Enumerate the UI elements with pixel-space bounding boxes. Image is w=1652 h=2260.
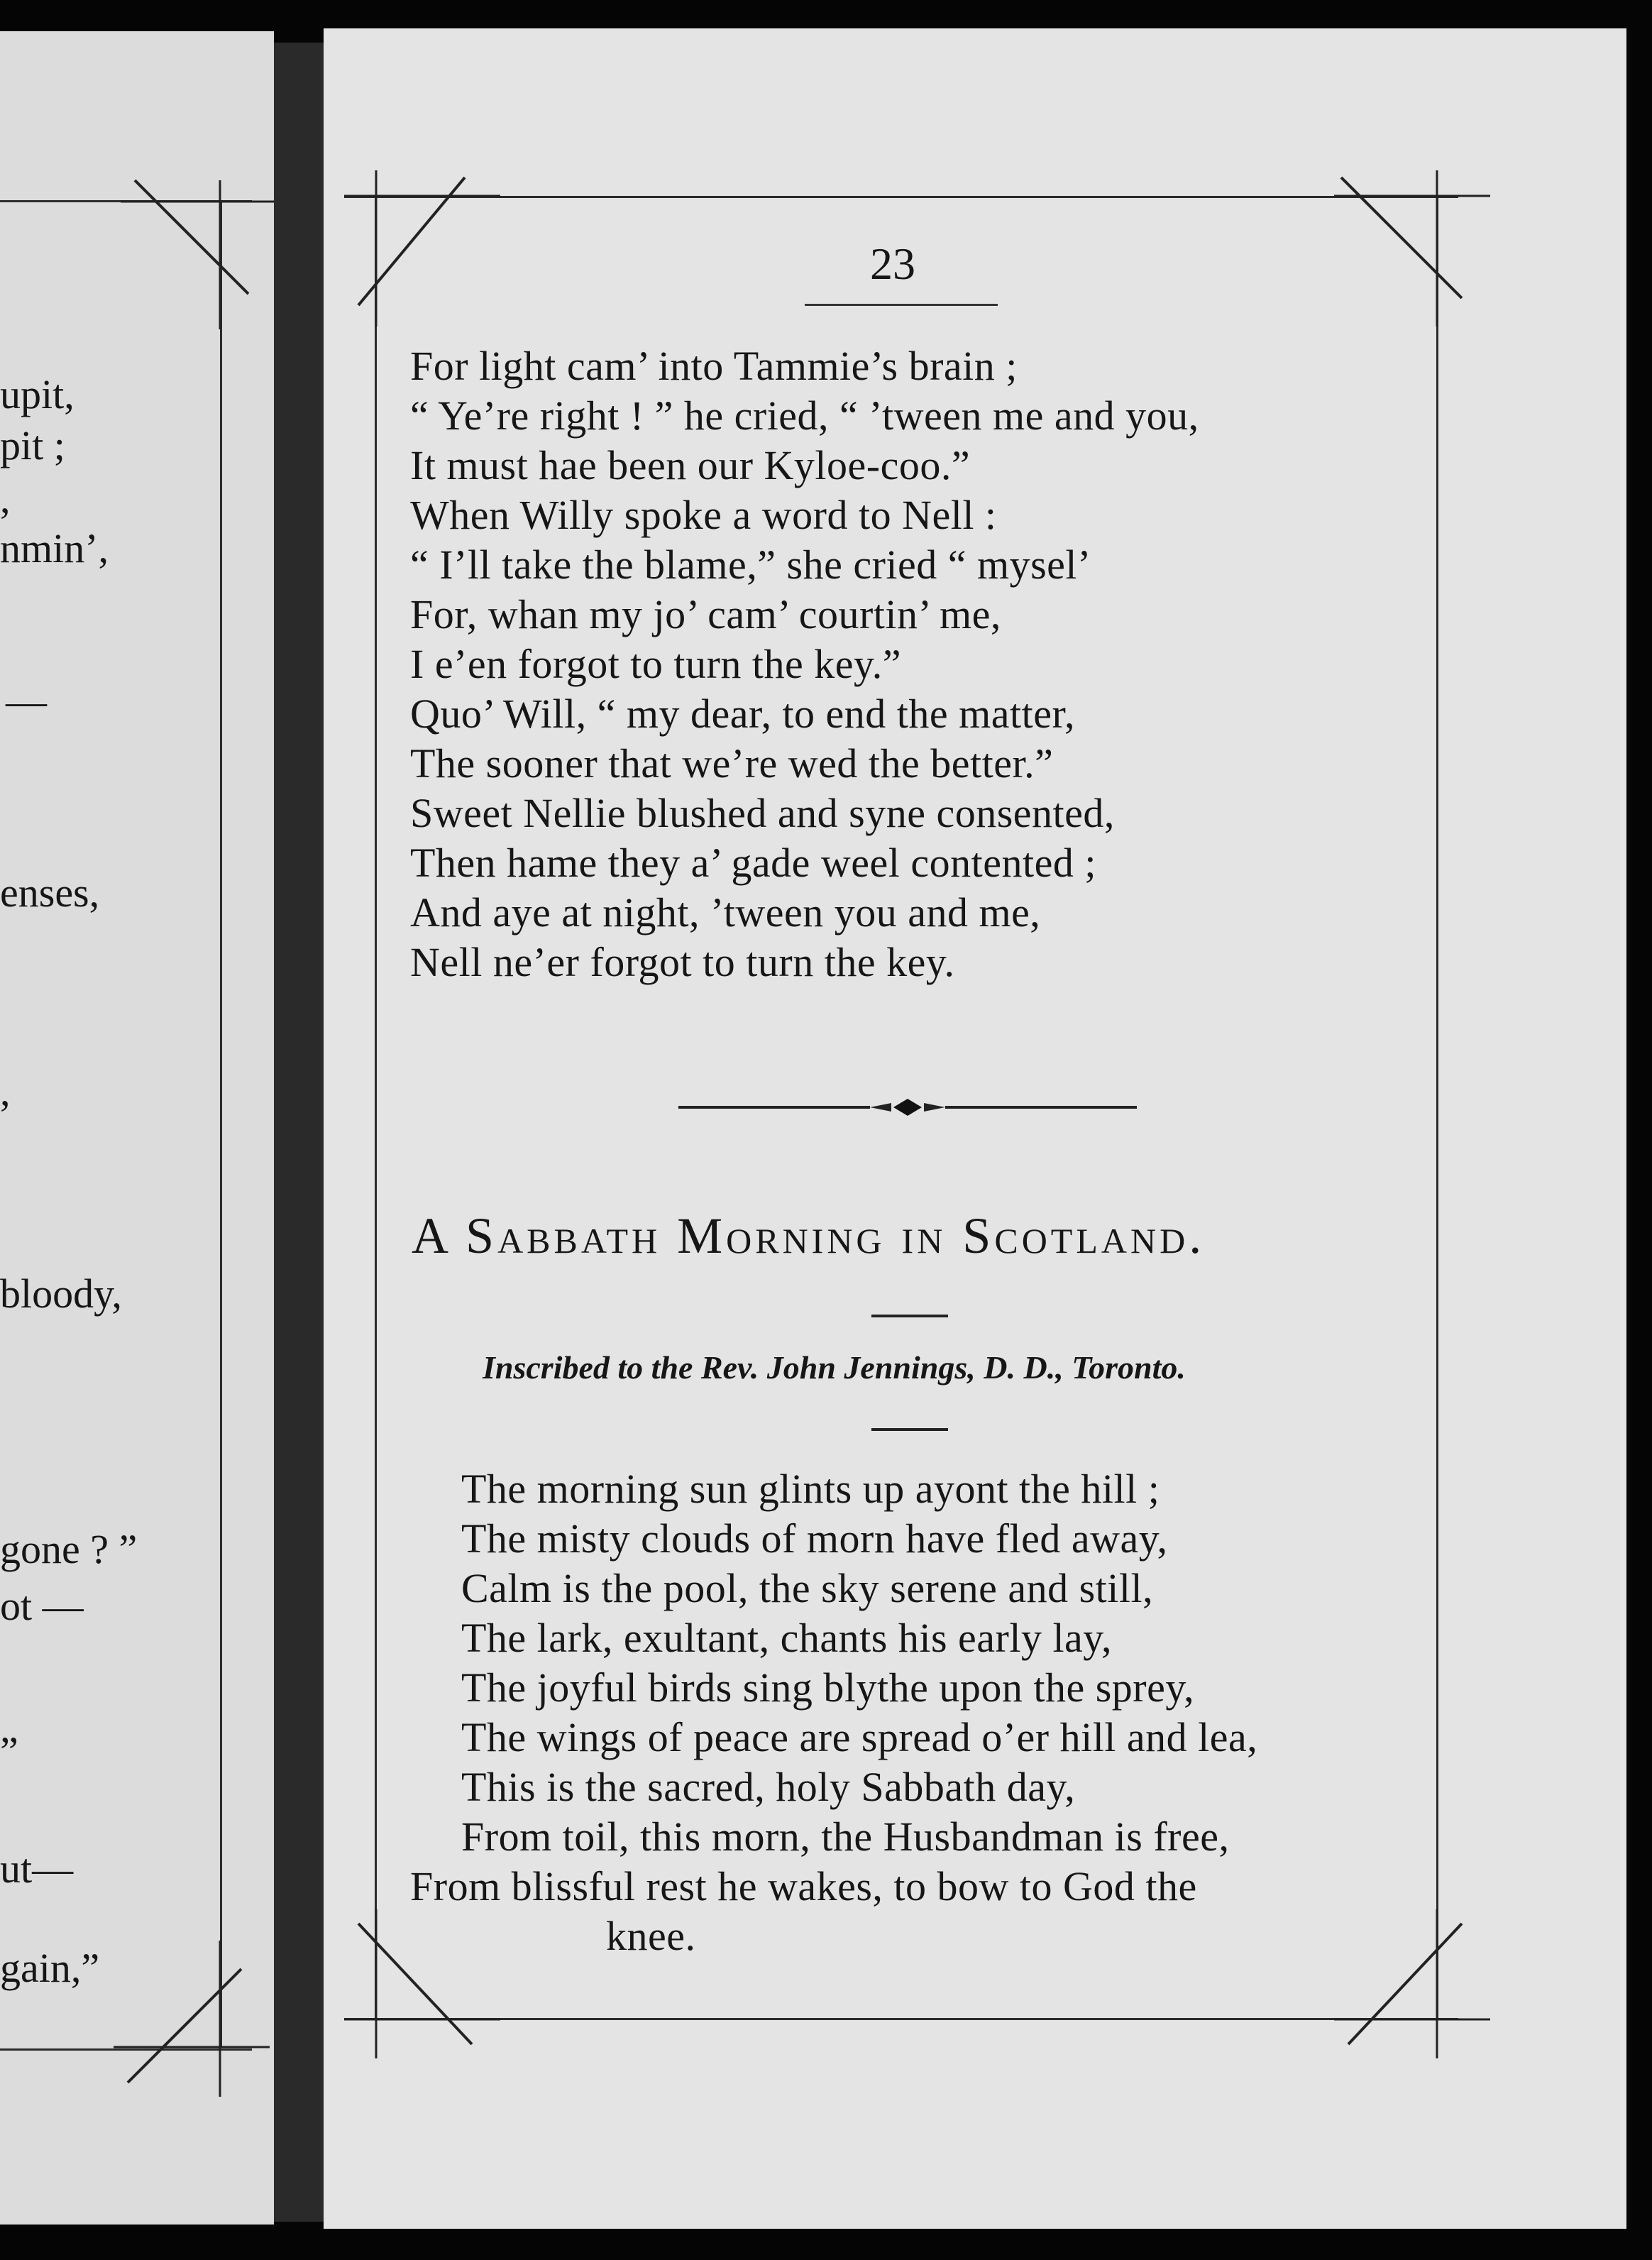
top-left-corner-ornament — [344, 170, 500, 327]
page-number: 23 — [870, 238, 915, 289]
left-fragment-line: , — [0, 476, 11, 522]
left-page-fragment — [0, 31, 274, 2225]
left-fragment-line: , — [0, 1068, 11, 1114]
poem-line: Quo’ Will, “ my dear, to end the matter, — [410, 691, 1075, 737]
left-fragment-line: nmin’, — [0, 525, 109, 571]
poem2-line: The wings of peace are spread o’er hill and lea, — [461, 1714, 1258, 1760]
poem-line: I e’en forgot to turn the key.” — [410, 641, 901, 687]
bottom-left-corner-ornament — [344, 1909, 500, 2066]
left-bottom-corner-ornament — [114, 1941, 270, 2097]
frame-left-rule — [375, 196, 377, 2019]
poem2-line: The morning sun glints up ayont the hill ; — [461, 1466, 1160, 1512]
poem-line: For light cam’ into Tammie’s brain ; — [410, 343, 1018, 389]
frame-bottom-rule — [344, 2018, 1458, 2020]
poem-line: Sweet Nellie blushed and syne consented, — [410, 790, 1115, 836]
poem-line: When Willy spoke a word to Nell : — [410, 492, 997, 538]
poem-title: A Sabbath Morning in Scotland. — [412, 1207, 1206, 1264]
title-rule — [871, 1315, 948, 1317]
left-fragment-line: bloody, — [0, 1271, 122, 1317]
left-fragment-line: ot — — [0, 1583, 84, 1629]
poem2-line: Calm is the pool, the sky serene and still, — [461, 1565, 1154, 1611]
ornamental-divider — [678, 1093, 1137, 1121]
poem-line: Nell ne’er forgot to turn the key. — [410, 939, 955, 985]
poem2-line: knee. — [606, 1913, 696, 1959]
top-right-corner-ornament — [1334, 170, 1490, 327]
left-frame-right-rule — [220, 202, 222, 2047]
frame-top-rule — [344, 196, 1458, 198]
page-number-rule — [805, 304, 998, 306]
left-fragment-line: — — [6, 678, 47, 724]
left-fragment-line: enses, — [0, 870, 100, 916]
poem2-line: This is the sacred, holy Sabbath day, — [461, 1764, 1076, 1810]
poem-line: And aye at night, ’tween you and me, — [410, 889, 1041, 936]
left-fragment-line: gain,” — [0, 1945, 100, 1991]
bottom-right-corner-ornament — [1334, 1909, 1490, 2066]
poem-line: “ Ye’re right ! ” he cried, “ ’tween me and you, — [410, 393, 1199, 439]
poem-line: The sooner that we’re wed the better.” — [410, 740, 1054, 786]
left-fragment-line: ut— — [0, 1845, 74, 1892]
poem2-line: From blissful rest he wakes, to bow to God the — [410, 1863, 1197, 1909]
poem-line: Then hame they a’ gade weel contented ; — [410, 840, 1096, 886]
inscription-rule — [871, 1428, 948, 1431]
left-fragment-line: pit ; — [0, 422, 65, 468]
poem2-line: The lark, exultant, chants his early lay, — [461, 1615, 1113, 1661]
poem2-line: From toil, this morn, the Husbandman is free, — [461, 1814, 1230, 1860]
poem-line: For, whan my jo’ cam’ courtin’ me, — [410, 591, 1001, 637]
left-top-corner-ornament — [121, 173, 274, 329]
poem2-line: The joyful birds sing blythe upon the sprey, — [461, 1664, 1195, 1711]
inscription: Inscribed to the Rev. John Jennings, D. D., Toronto. — [483, 1349, 1186, 1386]
poem-line: “ I’ll take the blame,” she cried “ mysel’ — [410, 542, 1091, 588]
book-spine-shadow — [274, 43, 324, 2222]
poem2-line: The misty clouds of morn have fled away, — [461, 1515, 1168, 1562]
left-fragment-line: upit, — [0, 371, 75, 417]
poem-line: It must hae been our Kyloe-coo.” — [410, 442, 971, 488]
left-fragment-line: gone ? ” — [0, 1526, 138, 1572]
left-fragment-line: ” — [0, 1728, 18, 1774]
frame-right-rule — [1436, 196, 1438, 2019]
